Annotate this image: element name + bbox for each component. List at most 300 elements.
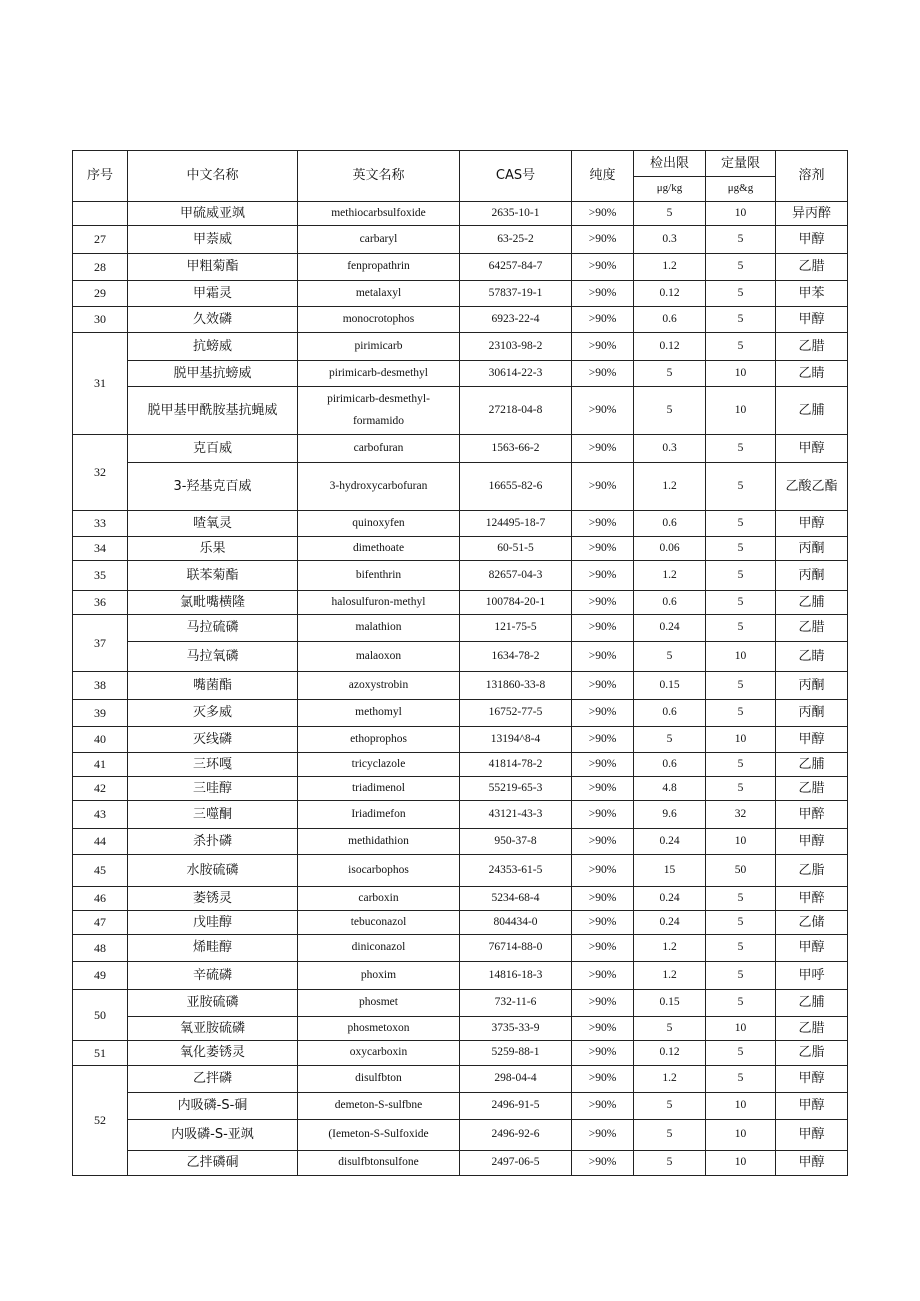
solvent-cell: 乙储 <box>776 911 848 935</box>
header-loq: 定量限 <box>706 151 776 177</box>
cas-cell: 1563-66-2 <box>460 435 572 463</box>
table-row <box>73 990 848 1017</box>
loq-cell: 5 <box>706 561 776 591</box>
loq-cell: 32 <box>706 801 776 829</box>
lod-cell: 5 <box>634 1151 706 1176</box>
solvent-cell: 乙脯 <box>776 591 848 615</box>
solvent-cell: 甲醇 <box>776 1151 848 1176</box>
zh-name-cell: 克百威 <box>128 435 298 463</box>
zh-name-cell: 辛硫磷 <box>128 962 298 990</box>
purity-cell: >90% <box>572 1093 634 1120</box>
cas-cell: 24353-61-5 <box>460 855 572 887</box>
en-name-cell: malathion <box>298 615 460 642</box>
loq-cell: 5 <box>706 700 776 727</box>
cas-cell: 298-04-4 <box>460 1066 572 1093</box>
en-name-cell: dimethoate <box>298 537 460 561</box>
cas-cell: 82657-04-3 <box>460 561 572 591</box>
en-name-cell: demeton-S-sulfbne <box>298 1093 460 1120</box>
zh-name-cell: 烯畦醇 <box>128 935 298 962</box>
seq-cell: 42 <box>73 777 128 801</box>
table-row <box>73 281 848 307</box>
purity-cell: >90% <box>572 333 634 361</box>
en-name-cell: (Iemeton-S-Sulfoxide <box>298 1120 460 1151</box>
header-row <box>73 151 848 177</box>
table-row <box>73 962 848 990</box>
zh-name-cell: 乙拌磷硐 <box>128 1151 298 1176</box>
seq-cell: 43 <box>73 801 128 829</box>
loq-cell: 5 <box>706 672 776 700</box>
seq-cell <box>73 202 128 226</box>
solvent-cell: 甲醇 <box>776 935 848 962</box>
solvent-cell: 乙睛 <box>776 642 848 672</box>
zh-name-cell: 脱甲基甲酰胺基抗蝇威 <box>128 387 298 435</box>
table-row <box>73 753 848 777</box>
en-name-cell: methidathion <box>298 829 460 855</box>
loq-cell: 10 <box>706 361 776 387</box>
purity-cell: >90% <box>572 202 634 226</box>
seq-cell: 30 <box>73 307 128 333</box>
lod-cell: 1.2 <box>634 935 706 962</box>
table-row <box>73 1017 848 1041</box>
table-row <box>73 561 848 591</box>
cas-cell: 27218-04-8 <box>460 387 572 435</box>
table-row <box>73 911 848 935</box>
table-row <box>73 935 848 962</box>
en-name-cell: halosulfuron-methyl <box>298 591 460 615</box>
loq-cell: 5 <box>706 1066 776 1093</box>
solvent-cell: 乙腊 <box>776 1017 848 1041</box>
solvent-cell: 丙酮 <box>776 700 848 727</box>
lod-cell: 0.6 <box>634 511 706 537</box>
solvent-cell: 甲醇 <box>776 226 848 254</box>
purity-cell: >90% <box>572 226 634 254</box>
purity-cell: >90% <box>572 591 634 615</box>
purity-cell: >90% <box>572 1120 634 1151</box>
header-lod-unit: μg/kg <box>634 177 706 202</box>
loq-cell: 5 <box>706 990 776 1017</box>
loq-cell: 5 <box>706 753 776 777</box>
en-name-cell: pirimicarb <box>298 333 460 361</box>
table-row <box>73 1120 848 1151</box>
en-name-cell: methomyl <box>298 700 460 727</box>
solvent-cell: 甲醇 <box>776 435 848 463</box>
lod-cell: 5 <box>634 727 706 753</box>
zh-name-cell: 灭线磷 <box>128 727 298 753</box>
solvent-cell: 甲醇 <box>776 307 848 333</box>
seq-cell: 49 <box>73 962 128 990</box>
loq-cell: 10 <box>706 202 776 226</box>
solvent-cell: 乙脂 <box>776 1041 848 1066</box>
seq-cell: 40 <box>73 727 128 753</box>
solvent-cell: 甲醇 <box>776 1120 848 1151</box>
table-row <box>73 511 848 537</box>
zh-name-cell: 嘴菌酯 <box>128 672 298 700</box>
en-name-cell: phosmetoxon <box>298 1017 460 1041</box>
en-name-cell: ethoprophos <box>298 727 460 753</box>
solvent-cell: 乙脂 <box>776 855 848 887</box>
loq-cell: 5 <box>706 511 776 537</box>
lod-cell: 0.24 <box>634 829 706 855</box>
solvent-cell: 乙脯 <box>776 387 848 435</box>
seq-cell: 47 <box>73 911 128 935</box>
loq-cell: 10 <box>706 829 776 855</box>
table-row <box>73 387 848 435</box>
cas-cell: 64257-84-7 <box>460 254 572 281</box>
seq-cell: 52 <box>73 1066 128 1176</box>
zh-name-cell: 甲粗菊酯 <box>128 254 298 281</box>
purity-cell: >90% <box>572 281 634 307</box>
header-en-name: 英文名称 <box>298 151 460 202</box>
purity-cell: >90% <box>572 307 634 333</box>
solvent-cell: 甲醇 <box>776 511 848 537</box>
zh-name-cell: 内吸磷-S-硐 <box>128 1093 298 1120</box>
en-name-cell: tricyclazole <box>298 753 460 777</box>
cas-cell: 6923-22-4 <box>460 307 572 333</box>
solvent-cell: 乙睛 <box>776 361 848 387</box>
purity-cell: >90% <box>572 801 634 829</box>
zh-name-cell: 甲硫威亚飒 <box>128 202 298 226</box>
loq-cell: 5 <box>706 777 776 801</box>
en-name-cell: tebuconazol <box>298 911 460 935</box>
lod-cell: 0.15 <box>634 990 706 1017</box>
purity-cell: >90% <box>572 962 634 990</box>
lod-cell: 4.8 <box>634 777 706 801</box>
lod-cell: 0.6 <box>634 307 706 333</box>
lod-cell: 0.12 <box>634 281 706 307</box>
purity-cell: >90% <box>572 777 634 801</box>
en-name-cell: azoxystrobin <box>298 672 460 700</box>
table-row <box>73 887 848 911</box>
loq-cell: 5 <box>706 435 776 463</box>
en-name-cell: phosmet <box>298 990 460 1017</box>
solvent-cell: 甲醇 <box>776 1093 848 1120</box>
lod-cell: 0.12 <box>634 1041 706 1066</box>
zh-name-cell: 水胺硫磷 <box>128 855 298 887</box>
header-solvent: 溶剂 <box>776 151 848 202</box>
loq-cell: 50 <box>706 855 776 887</box>
loq-cell: 5 <box>706 962 776 990</box>
lod-cell: 5 <box>634 1120 706 1151</box>
seq-cell: 46 <box>73 887 128 911</box>
en-name-cell: bifenthrin <box>298 561 460 591</box>
seq-cell: 41 <box>73 753 128 777</box>
en-name-cell: disulfbton <box>298 1066 460 1093</box>
lod-cell: 0.24 <box>634 615 706 642</box>
loq-cell: 10 <box>706 387 776 435</box>
zh-name-cell: 喳氧灵 <box>128 511 298 537</box>
en-name-cell: carbofuran <box>298 435 460 463</box>
cas-cell: 2497-06-5 <box>460 1151 572 1176</box>
table-row <box>73 642 848 672</box>
cas-cell: 30614-22-3 <box>460 361 572 387</box>
table-row <box>73 801 848 829</box>
table-row <box>73 537 848 561</box>
purity-cell: >90% <box>572 753 634 777</box>
lod-cell: 5 <box>634 1017 706 1041</box>
en-name-cell: quinoxyfen <box>298 511 460 537</box>
en-name-cell: disulfbtonsulfone <box>298 1151 460 1176</box>
lod-cell: 5 <box>634 387 706 435</box>
cas-cell: 55219-65-3 <box>460 777 572 801</box>
zh-name-cell: 马拉氧磷 <box>128 642 298 672</box>
seq-cell: 28 <box>73 254 128 281</box>
cas-cell: 43121-43-3 <box>460 801 572 829</box>
zh-name-cell: 三噬酮 <box>128 801 298 829</box>
en-name-cell: carbaryl <box>298 226 460 254</box>
seq-cell: 31 <box>73 333 128 435</box>
pesticide-table <box>72 150 848 1176</box>
lod-cell: 0.24 <box>634 887 706 911</box>
seq-cell: 38 <box>73 672 128 700</box>
en-name-cell: isocarbophos <box>298 855 460 887</box>
loq-cell: 10 <box>706 727 776 753</box>
loq-cell: 5 <box>706 1041 776 1066</box>
header-purity: 纯度 <box>572 151 634 202</box>
cas-cell: 57837-19-1 <box>460 281 572 307</box>
loq-cell: 5 <box>706 307 776 333</box>
solvent-cell: 甲醉 <box>776 887 848 911</box>
lod-cell: 0.6 <box>634 591 706 615</box>
zh-name-cell: 抗螃威 <box>128 333 298 361</box>
solvent-cell: 乙腊 <box>776 777 848 801</box>
header-cas: CAS号 <box>460 151 572 202</box>
seq-cell: 39 <box>73 700 128 727</box>
loq-cell: 5 <box>706 254 776 281</box>
solvent-cell: 乙腊 <box>776 615 848 642</box>
zh-name-cell: 氯毗嘴横隆 <box>128 591 298 615</box>
lod-cell: 5 <box>634 361 706 387</box>
purity-cell: >90% <box>572 537 634 561</box>
zh-name-cell: 内吸磷-S-亚飒 <box>128 1120 298 1151</box>
lod-cell: 0.15 <box>634 672 706 700</box>
lod-cell: 0.06 <box>634 537 706 561</box>
loq-cell: 10 <box>706 1120 776 1151</box>
loq-cell: 10 <box>706 642 776 672</box>
solvent-cell: 甲醉 <box>776 801 848 829</box>
en-name-cell: diniconazol <box>298 935 460 962</box>
loq-cell: 5 <box>706 935 776 962</box>
table-row <box>73 1151 848 1176</box>
cas-cell: 1634-78-2 <box>460 642 572 672</box>
purity-cell: >90% <box>572 990 634 1017</box>
table-row <box>73 435 848 463</box>
en-name-cell: 3-hydroxycarbofuran <box>298 463 460 511</box>
zh-name-cell: 甲萘威 <box>128 226 298 254</box>
purity-cell: >90% <box>572 1066 634 1093</box>
seq-cell: 27 <box>73 226 128 254</box>
zh-name-cell: 氧化萎锈灵 <box>128 1041 298 1066</box>
en-name-cell: carboxin <box>298 887 460 911</box>
en-name-cell: Iriadimefon <box>298 801 460 829</box>
zh-name-cell: 杀扑磷 <box>128 829 298 855</box>
loq-cell: 5 <box>706 226 776 254</box>
table-row <box>73 254 848 281</box>
cas-cell: 804434-0 <box>460 911 572 935</box>
loq-cell: 10 <box>706 1151 776 1176</box>
table-row <box>73 1066 848 1093</box>
zh-name-cell: 灭多威 <box>128 700 298 727</box>
purity-cell: >90% <box>572 727 634 753</box>
seq-cell: 44 <box>73 829 128 855</box>
cas-cell: 5234-68-4 <box>460 887 572 911</box>
en-name-cell: methiocarbsulfoxide <box>298 202 460 226</box>
lod-cell: 0.24 <box>634 911 706 935</box>
seq-cell: 51 <box>73 1041 128 1066</box>
loq-cell: 10 <box>706 1017 776 1041</box>
lod-cell: 5 <box>634 1093 706 1120</box>
lod-cell: 1.2 <box>634 1066 706 1093</box>
purity-cell: >90% <box>572 435 634 463</box>
zh-name-cell: 3-羟基克百威 <box>128 463 298 511</box>
purity-cell: >90% <box>572 463 634 511</box>
zh-name-cell: 氧亚胺硫磷 <box>128 1017 298 1041</box>
loq-cell: 5 <box>706 911 776 935</box>
cas-cell: 732-11-6 <box>460 990 572 1017</box>
lod-cell: 0.12 <box>634 333 706 361</box>
lod-cell: 0.6 <box>634 700 706 727</box>
table-row <box>73 855 848 887</box>
cas-cell: 16752-77-5 <box>460 700 572 727</box>
table-row <box>73 777 848 801</box>
lod-cell: 1.2 <box>634 254 706 281</box>
cas-cell: 16655-82-6 <box>460 463 572 511</box>
lod-cell: 15 <box>634 855 706 887</box>
solvent-cell: 甲醇 <box>776 1066 848 1093</box>
table-row <box>73 226 848 254</box>
loq-cell: 5 <box>706 463 776 511</box>
solvent-cell: 甲苯 <box>776 281 848 307</box>
zh-name-cell: 联苯菊酯 <box>128 561 298 591</box>
solvent-cell: 异丙醉 <box>776 202 848 226</box>
en-name-cell: metalaxyl <box>298 281 460 307</box>
solvent-cell: 丙酮 <box>776 537 848 561</box>
cas-cell: 131860-33-8 <box>460 672 572 700</box>
solvent-cell: 甲呼 <box>776 962 848 990</box>
solvent-cell: 乙腊 <box>776 333 848 361</box>
cas-cell: 5259-88-1 <box>460 1041 572 1066</box>
solvent-cell: 乙脯 <box>776 990 848 1017</box>
cas-cell: 76714-88-0 <box>460 935 572 962</box>
en-name-cell: triadimenol <box>298 777 460 801</box>
en-name-line-1: pirimicarb-desmethyl- <box>327 392 430 405</box>
loq-cell: 10 <box>706 1093 776 1120</box>
en-name-cell: oxycarboxin <box>298 1041 460 1066</box>
cas-cell: 124495-18-7 <box>460 511 572 537</box>
lod-cell: 1.2 <box>634 962 706 990</box>
zh-name-cell: 马拉硫磷 <box>128 615 298 642</box>
purity-cell: >90% <box>572 672 634 700</box>
zh-name-cell: 脱甲基抗螃威 <box>128 361 298 387</box>
lod-cell: 1.2 <box>634 561 706 591</box>
loq-cell: 5 <box>706 537 776 561</box>
purity-cell: >90% <box>572 855 634 887</box>
en-name-line-2: formamido <box>352 414 405 427</box>
solvent-cell: 甲醇 <box>776 727 848 753</box>
zh-name-cell: 乙拌磷 <box>128 1066 298 1093</box>
en-name-cell: malaoxon <box>298 642 460 672</box>
lod-cell: 9.6 <box>634 801 706 829</box>
purity-cell: >90% <box>572 829 634 855</box>
header-lod: 检出限 <box>634 151 706 177</box>
cas-cell: 63-25-2 <box>460 226 572 254</box>
table-row <box>73 727 848 753</box>
cas-cell: 13194^8-4 <box>460 727 572 753</box>
zh-name-cell: 乐果 <box>128 537 298 561</box>
table-row <box>73 829 848 855</box>
zh-name-cell: 久效磷 <box>128 307 298 333</box>
table-row <box>73 1041 848 1066</box>
zh-name-cell: 三哇醇 <box>128 777 298 801</box>
seq-cell: 37 <box>73 615 128 672</box>
seq-cell: 35 <box>73 561 128 591</box>
lod-cell: 1.2 <box>634 463 706 511</box>
en-name-cell: fenpropathrin <box>298 254 460 281</box>
zh-name-cell: 萎锈灵 <box>128 887 298 911</box>
solvent-cell: 甲醇 <box>776 829 848 855</box>
purity-cell: >90% <box>572 1151 634 1176</box>
en-name-cell: monocrotophos <box>298 307 460 333</box>
en-name-cell: phoxim <box>298 962 460 990</box>
cas-cell: 60-51-5 <box>460 537 572 561</box>
cas-cell: 14816-18-3 <box>460 962 572 990</box>
cas-cell: 100784-20-1 <box>460 591 572 615</box>
seq-cell: 33 <box>73 511 128 537</box>
header-zh-name: 中文名称 <box>128 151 298 202</box>
cas-cell: 2635-10-1 <box>460 202 572 226</box>
lod-cell: 0.3 <box>634 435 706 463</box>
purity-cell: >90% <box>572 935 634 962</box>
zh-name-cell: 亚胺硫磷 <box>128 990 298 1017</box>
lod-cell: 5 <box>634 642 706 672</box>
zh-name-cell: 甲霜灵 <box>128 281 298 307</box>
table-row <box>73 202 848 226</box>
purity-cell: >90% <box>572 254 634 281</box>
purity-cell: >90% <box>572 700 634 727</box>
solvent-cell: 丙酮 <box>776 561 848 591</box>
seq-cell: 45 <box>73 855 128 887</box>
loq-cell: 5 <box>706 281 776 307</box>
purity-cell: >90% <box>572 615 634 642</box>
zh-name-cell: 三环嘎 <box>128 753 298 777</box>
purity-cell: >90% <box>572 1041 634 1066</box>
purity-cell: >90% <box>572 911 634 935</box>
purity-cell: >90% <box>572 511 634 537</box>
lod-cell: 0.3 <box>634 226 706 254</box>
solvent-cell: 丙酮 <box>776 672 848 700</box>
table-row <box>73 615 848 642</box>
table-row <box>73 672 848 700</box>
table-row <box>73 591 848 615</box>
loq-cell: 5 <box>706 333 776 361</box>
cas-cell: 2496-91-5 <box>460 1093 572 1120</box>
seq-cell: 50 <box>73 990 128 1041</box>
purity-cell: >90% <box>572 1017 634 1041</box>
loq-cell: 5 <box>706 591 776 615</box>
cas-cell: 23103-98-2 <box>460 333 572 361</box>
seq-cell: 48 <box>73 935 128 962</box>
header-loq-unit: μg&g <box>706 177 776 202</box>
purity-cell: >90% <box>572 887 634 911</box>
loq-cell: 5 <box>706 887 776 911</box>
loq-cell: 5 <box>706 615 776 642</box>
table-row <box>73 333 848 361</box>
solvent-cell: 乙酸乙酯 <box>776 463 848 511</box>
en-name-cell <box>298 387 460 435</box>
table-row <box>73 1093 848 1120</box>
table-row <box>73 700 848 727</box>
seq-cell: 34 <box>73 537 128 561</box>
solvent-cell: 乙腊 <box>776 254 848 281</box>
